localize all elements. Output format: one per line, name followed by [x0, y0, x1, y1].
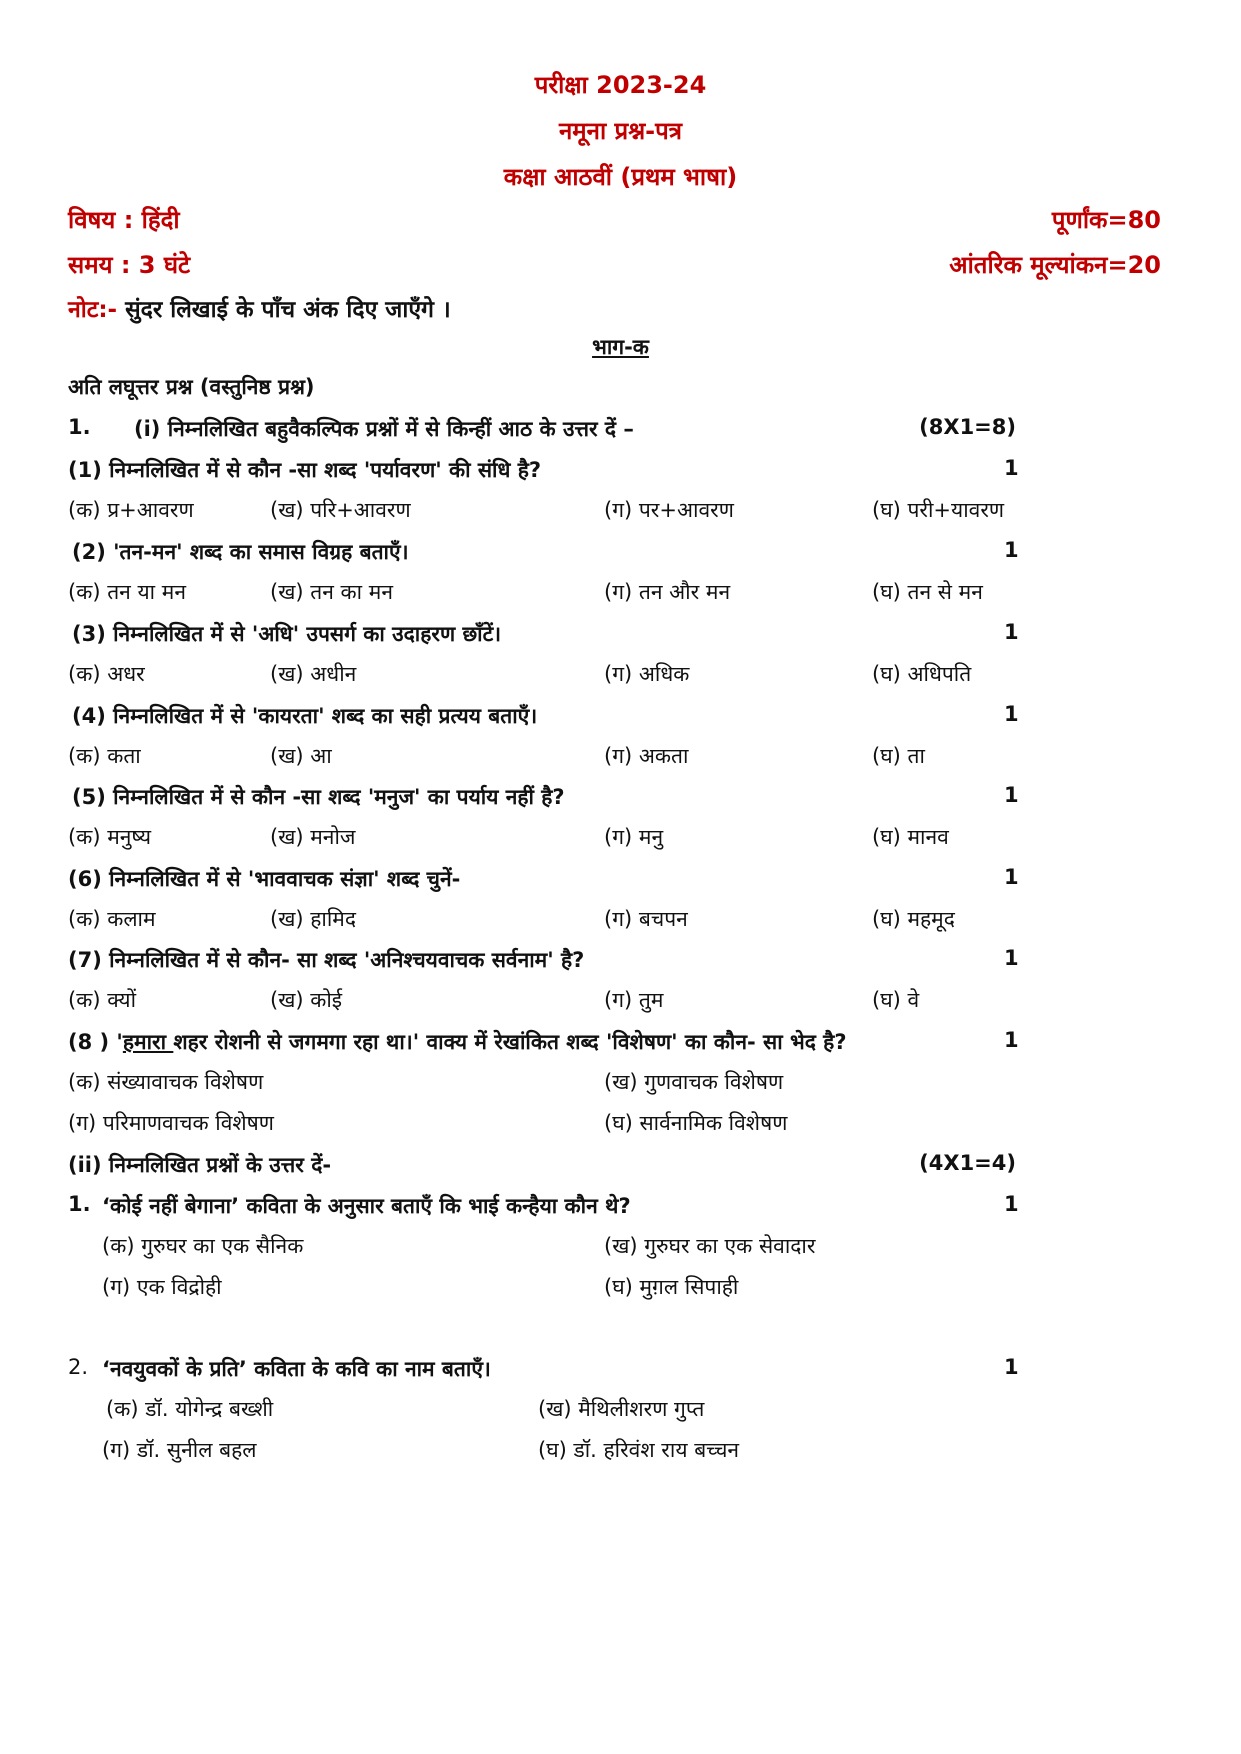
option: (क) संख्यावाचक विशेषण: [68, 1070, 264, 1094]
note: [68, 292, 451, 324]
underlined-word: हमारा: [122, 1030, 174, 1054]
question-marks: 1: [1004, 1192, 1019, 1216]
option: (ख) मनोज: [270, 825, 356, 849]
option: (घ) अधिपति: [872, 662, 972, 686]
question-number: 1.: [68, 1192, 91, 1216]
question-text: (7) निम्नलिखित में से कौन- सा शब्द 'अनिश्चयवाचक सर्वनाम' है?: [68, 948, 585, 972]
question-text: ‘नवयुवकों के प्रति’ कविता के कवि का नाम बताएँ।: [102, 1357, 491, 1381]
option: (ख) परि+आवरण: [270, 498, 411, 522]
class-title: कक्षा आठवीं (प्रथम भाषा): [503, 163, 738, 191]
option: (घ) मुग़ल सिपाही: [604, 1275, 739, 1299]
subject-label: विषय : हिंदी: [68, 206, 180, 234]
option: (ग) तुम: [604, 988, 664, 1012]
option: (ख) गुणवाचक विशेषण: [604, 1070, 784, 1094]
time-label: समय : 3 घंटे: [68, 251, 191, 279]
exam-title: परीक्षा 2023-24: [534, 71, 707, 99]
question-marks: 1: [1004, 538, 1019, 562]
option: (ख) तन का मन: [270, 580, 393, 604]
option: (ग) अकता: [604, 744, 689, 768]
note-text: सुंदर लिखाई के पाँच अंक दिए जाएँगे ।: [117, 297, 451, 323]
part2-marks: (4X1=4): [919, 1151, 1016, 1175]
option: (ग) एक विद्रोही: [102, 1275, 222, 1299]
option: (ख) अधीन: [270, 662, 357, 686]
option: (क) डॉ. योगेन्द्र बख्शी: [106, 1397, 274, 1421]
option: (क) प्र+आवरण: [68, 498, 194, 522]
question-text: (4) निम्नलिखित में से 'कायरता' शब्द का सही प्रत्यय बताएँ।: [72, 704, 538, 728]
option: (ग) बचपन: [604, 907, 688, 931]
option: (घ) तन से मन: [872, 580, 983, 604]
option: (ग) परिमाणवाचक विशेषण: [68, 1111, 274, 1135]
option: (क) क्यों: [68, 988, 137, 1012]
question-text: (2) 'तन-मन' शब्द का समास विग्रह बताएँ।: [72, 540, 409, 564]
option: (घ) मानव: [872, 825, 949, 849]
q1-marks: (8X1=8): [919, 415, 1016, 439]
option: (क) अधर: [68, 662, 145, 686]
q1-instruction: (i) निम्नलिखित बहुवैकल्पिक प्रश्नों में से किन्हीं आठ के उत्तर दें –: [134, 417, 634, 441]
option: (क) गुरुघर का एक सैनिक: [102, 1234, 304, 1258]
option: (घ) परी+यावरण: [872, 498, 1005, 522]
question-marks: 1: [1004, 620, 1019, 644]
question-marks: 1: [1004, 783, 1019, 807]
question-marks: 1: [1004, 1355, 1019, 1379]
option: (घ) महमूद: [872, 907, 955, 931]
option: (ख) मैथिलीशरण गुप्त: [538, 1397, 705, 1421]
option: (ग) पर+आवरण: [604, 498, 734, 522]
question-number: 2.: [68, 1355, 89, 1379]
question-marks: 1: [1004, 946, 1019, 970]
note-label: नोट:-: [68, 297, 118, 323]
part2-instruction: (ii) निम्नलिखित प्रश्नों के उत्तर दें-: [68, 1153, 332, 1177]
question-text: (1) निम्नलिखित में से कौन -सा शब्द 'पर्यावरण' की संधि है?: [68, 458, 542, 482]
internal-assessment: आंतरिक मूल्यांकन=20: [949, 251, 1161, 279]
question-text: (5) निम्नलिखित में से कौन -सा शब्द 'मनुज' का पर्याय नहीं है?: [72, 785, 565, 809]
option: (घ) सार्वनामिक विशेषण: [604, 1111, 788, 1135]
option: (घ) ता: [872, 744, 925, 768]
paper-title: नमूना प्रश्न-पत्र: [558, 117, 683, 145]
section-subtitle: अति लघूत्तर प्रश्न (वस्तुनिष्ठ प्रश्न): [68, 375, 315, 399]
question-marks: 1: [1004, 456, 1019, 480]
question-text: (6) निम्नलिखित में से 'भाववाचक संज्ञा' शब्द चुनें-: [68, 867, 461, 891]
question-text: (3) निम्नलिखित में से 'अधि' उपसर्ग का उदाहरण छाँटें।: [72, 622, 502, 646]
option: (ग) डॉ. सुनील बहल: [102, 1438, 257, 1462]
option: (ग) मनु: [604, 825, 664, 849]
option: (क) तन या मन: [68, 580, 186, 604]
option: (घ) वे: [872, 988, 920, 1012]
question-8-text: (8 ) 'हमारा शहर रोशनी से जगमगा रहा था।' वाक्य में रेखांकित शब्द 'विशेषण' का कौन- सा भेद है?: [68, 1030, 847, 1054]
option: (क) मनुष्य: [68, 825, 152, 849]
question-marks: 1: [1004, 865, 1019, 889]
question-marks: 1: [1004, 1028, 1019, 1052]
question-marks: 1: [1004, 702, 1019, 726]
option: (ग) तन और मन: [604, 580, 731, 604]
option: (घ) डॉ. हरिवंश राय बच्चन: [538, 1438, 740, 1462]
option: (ख) गुरुघर का एक सेवादार: [604, 1234, 816, 1258]
option: (क) कता: [68, 744, 141, 768]
question-text: ‘कोई नहीं बेगाना’ कविता के अनुसार बताएँ कि भाई कन्हैया कौन थे?: [102, 1194, 631, 1218]
total-marks: पूर्णांक=80: [1051, 206, 1161, 234]
option: (क) कलाम: [68, 907, 156, 931]
option: (ग) अधिक: [604, 662, 690, 686]
section-title: भाग-क: [592, 335, 649, 359]
q1-number: 1.: [68, 415, 91, 439]
option: (ख) हामिद: [270, 907, 356, 931]
option: (ख) कोई: [270, 988, 343, 1012]
option: (ख) आ: [270, 744, 332, 768]
